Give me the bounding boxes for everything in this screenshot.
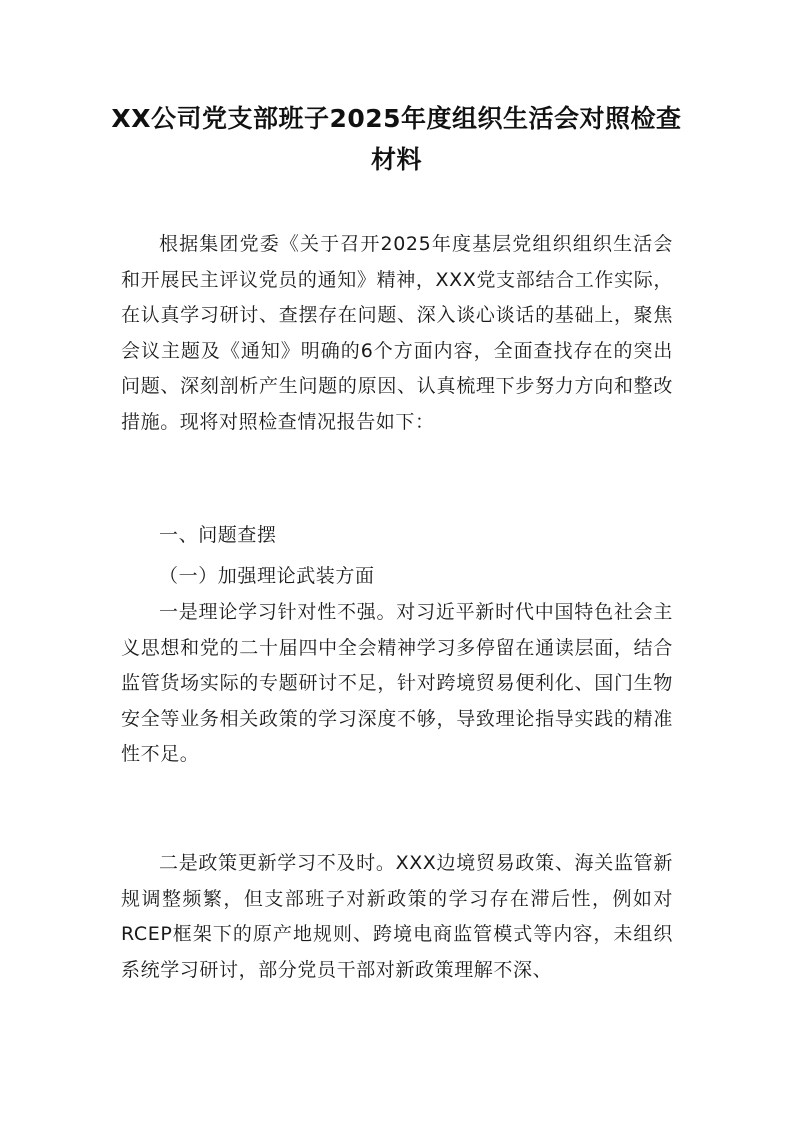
intro-paragraph: 根据集团党委《关于召开2025年度基层党组织组织生活会和开展民主评议党员的通知》精神，XXX党支部结合工作实际，在认真学习研讨、查摆存在问题、深入谈心谈话的基础上，聚焦会议主题及《通知》明确的6个方面内容，全面查找存在的突出问题、深刻剖析产生问题的原因、认真梳理下步努力方向和整改措施。现将对照检查情况报告如下： <box>121 233 673 433</box>
subsection-heading: （一）加强理论武装方面 <box>159 565 375 587</box>
body-paragraph-2: 二是政策更新学习不及时。XXX边境贸易政策、海关监管新规调整频繁，但支部班子对新政策的学习存在滞后性，例如对RCEP框架下的原产地规则、跨境电商监管模式等内容，未组织系统学习研讨，部分党员干部对新政策理解不深、 <box>121 852 673 981</box>
body-paragraph-1: 一是理论学习针对性不强。对习近平新时代中国特色社会主义思想和党的二十届四中全会精神学习多停留在通读层面，结合监管货场实际的专题研讨不足，针对跨境贸易便利化、国门生物安全等业务相关政策的学习深度不够，导致理论指导实践的精准性不足。 <box>121 601 673 765</box>
section-heading: 一、问题查摆 <box>159 524 277 546</box>
document-title: XX公司党支部班子2025年度组织生活会对照检查材料 <box>111 104 682 174</box>
